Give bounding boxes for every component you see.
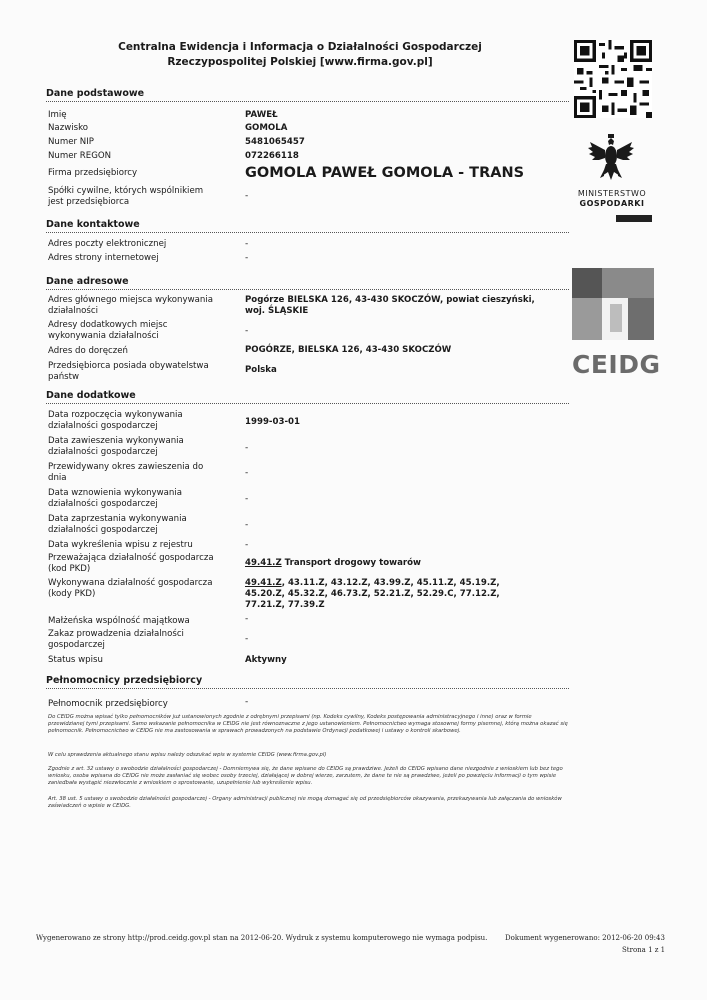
extra-address-value: -	[245, 326, 249, 336]
partnerships-label	[48, 186, 248, 208]
suspend-date-label-line-2: działalności gospodarczej	[48, 447, 158, 457]
extra-address-label	[48, 320, 248, 342]
ceidg-logo-text: CEIDG	[572, 350, 661, 379]
main-address-label-line-2: działalności	[48, 306, 99, 316]
qr-code	[574, 40, 652, 118]
citizenship-label-line-2: państw	[48, 372, 80, 382]
website-label: Adres strony internetowej	[48, 253, 159, 263]
legal-note-art38: Art. 38 ust. 5 ustawy o swobodzie działalności gospodarczej - Organy administracji publicznej nie mogą domagać się od przedsiębiorców okazywania, przekazywania lub załączania do wniosków zaświadczeń o wpisie w CEIDG.	[48, 796, 562, 809]
main-address-value-line-1: Pogórze BIELSKA 126, 43-430 SKOCZÓW, powiat cieszyński,	[245, 295, 535, 305]
main-address-label-line-1: Adres głównego miejsca wykonywania	[48, 295, 213, 305]
footer-page-number: Strona 1 z 1	[622, 946, 666, 954]
legal-note-art32: Zgodnie z art. 32 ustawy o swobodzie działalności gospodarczej - Domniemywa się, że dane wpisane do CEIDG są prawdziwe. Jeżeli do CEIDG wpisano dane niezgodnie z wnioskiem lub bez tego wniosku, osoba wpisana do CEIDG nie może zasłaniać się wobec osoby trzeciej, działającej w dobrej wierze, zarzutem, że dane te nie są prawdziwe, jeżeli po powzięciu informacji o tym wpisie zaniedbała wystąpić niezwłocznie z wnioskiem o sprostowanie, uzupełnienie lub wykreślenie wpisu.	[48, 766, 563, 786]
citizenship-label-line-1: Przedsiębiorca posiada obywatelstwa	[48, 361, 209, 371]
start-date-label	[48, 410, 248, 432]
ceidg-logo-mark	[572, 268, 654, 340]
start-date-label-line-2: działalności gospodarczej	[48, 421, 158, 431]
ban-value: -	[245, 634, 249, 644]
eagle-emblem-icon	[586, 132, 636, 184]
status-value: Aktywny	[245, 655, 287, 665]
document-title	[40, 40, 560, 70]
cease-date-label-line-2: działalności gospodarczej	[48, 525, 158, 535]
deletion-date-value: -	[245, 540, 249, 550]
citizenship-label	[48, 361, 248, 383]
ministry-logo-text	[572, 189, 652, 209]
pkd-list-value	[245, 578, 575, 611]
company-label: Firma przedsiębiorcy	[48, 168, 138, 178]
section-address-heading: Dane adresowe	[46, 276, 129, 287]
deletion-date-label: Data wykreślenia wpisu z rejestru	[48, 540, 193, 550]
pkd-first-code: 49.41.Z	[245, 578, 282, 588]
email-value: -	[245, 239, 249, 249]
pkd-list-line-3: 77.21.Z, 77.39.Z	[245, 600, 325, 610]
company-value: GOMOLA PAWEŁ GOMOLA - TRANS	[245, 165, 525, 181]
proxy-label: Pełnomocnik przedsiębiorcy	[48, 699, 168, 709]
pkd-list-label-line-1: Wykonywana działalność gospodarcza	[48, 578, 213, 588]
resume-date-value: -	[245, 494, 249, 504]
section-additional-heading: Dane dodatkowe	[46, 390, 136, 401]
suspend-period-value: -	[245, 468, 249, 478]
resume-date-label	[48, 488, 248, 510]
title-line-2: Rzeczypospolitej Polskiej [www.firma.gov.pl]	[167, 56, 433, 68]
cease-date-label-line-1: Data zaprzestania wykonywania	[48, 514, 187, 524]
partnerships-label-line-2: jest przedsiębiorca	[48, 197, 130, 207]
cease-date-value: -	[245, 520, 249, 530]
pkd-list-line-2: 45.20.Z, 45.32.Z, 46.73.Z, 52.21.Z, 52.29.C, 77.12.Z,	[245, 589, 500, 599]
regon-label: Numer REGON	[48, 151, 112, 161]
pkd-line-1-rest: , 43.11.Z, 43.12.Z, 43.99.Z, 45.11.Z, 45.19.Z,	[281, 578, 500, 588]
section-basic-heading: Dane podstawowe	[46, 88, 145, 99]
main-pkd-description: Transport drogowy towarów	[281, 558, 421, 568]
pkd-list-label-line-2: (kody PKD)	[48, 589, 96, 599]
section-contact-heading: Dane kontaktowe	[46, 219, 140, 230]
section-divider	[46, 688, 569, 689]
main-pkd-code: 49.41.Z	[245, 558, 282, 568]
delivery-address-value: POGÓRZE, BIELSKA 126, 43-430 SKOCZÓW	[245, 345, 452, 355]
section-divider	[46, 232, 569, 233]
title-line-1: Centralna Ewidencja i Informacja o Działalności Gospodarczej	[118, 41, 482, 53]
ministry-line-1: MINISTERSTWO	[577, 189, 647, 198]
suspend-date-value: -	[245, 443, 249, 453]
resume-date-label-line-2: działalności gospodarczej	[48, 499, 158, 509]
ban-label-line-2: gospodarczej	[48, 640, 105, 650]
main-pkd-label	[48, 553, 248, 575]
main-pkd-label-line-1: Przeważająca działalność gospodarcza	[48, 553, 214, 563]
first-name-value: PAWEŁ	[245, 110, 278, 120]
first-name-label: Imię	[48, 110, 67, 120]
website-value: -	[245, 253, 249, 263]
section-divider	[46, 403, 569, 404]
ban-label	[48, 629, 248, 651]
partnerships-label-line-1: Spółki cywilne, których wspólnikiem	[48, 186, 204, 196]
cease-date-label	[48, 514, 248, 536]
start-date-value: 1999-03-01	[245, 417, 300, 427]
legal-note-check: W celu sprawdzenia aktualnego stanu wpisu należy odszukać wpis w systemie CEIDG (www.firma.gov.pl)	[48, 752, 327, 758]
suspend-date-label	[48, 436, 248, 458]
resume-date-label-line-1: Data wznowienia wykonywania	[48, 488, 183, 498]
footer-generated-date: Dokument wygenerowano: 2012-06-20 09:43	[505, 934, 665, 942]
last-name-label: Nazwisko	[48, 123, 89, 133]
main-address-label	[48, 295, 248, 317]
main-address-value	[245, 295, 575, 317]
main-pkd-label-line-2: (kod PKD)	[48, 564, 91, 574]
start-date-label-line-1: Data rozpoczęcia wykonywania	[48, 410, 183, 420]
legal-note-proxies: Do CEIDG można wpisać tylko pełnomocników już ustanowionych zgodnie z odrębnymi przepisami (np. Kodeks cywilny, Kodeks postępowania administracyjnego i inne) oraz w formie przewidzianej tymi przepisami. Samo wskazanie pełnomocnika w CEIDG nie jest równoznaczne z jego ustanowieniem. Pełnomocnictwo wymaga stosownej formy pisemnej, którą można okazać się pełnomocnik. Pełnomocnictwo w CEIDG nie ma zastosowania w sprawach prowadzonych na podstawie Ordynacji podatkowej i ustawy o kontroli skarbowej.	[48, 714, 568, 734]
suspend-period-label	[48, 462, 248, 484]
email-label: Adres poczty elektronicznej	[48, 239, 167, 249]
last-name-value: GOMOLA	[245, 123, 288, 133]
status-label: Status wpisu	[48, 655, 103, 665]
extra-address-label-line-1: Adresy dodatkowych miejsc	[48, 320, 168, 330]
partnerships-value: -	[245, 191, 249, 201]
ministry-logo-bar	[616, 215, 652, 222]
section-proxies-heading: Pełnomocnicy przedsiębiorcy	[46, 675, 203, 686]
nip-value: 5481065457	[245, 137, 305, 147]
section-divider	[46, 289, 569, 290]
footer-generated-from: Wygenerowano ze strony http://prod.ceidg.gov.pl stan na 2012-06-20. Wydruk z systemu komputerowego nie wymaga podpisu.	[36, 934, 488, 942]
suspend-date-label-line-1: Data zawieszenia wykonywania	[48, 436, 184, 446]
marital-label: Małżeńska wspólność majątkowa	[48, 616, 190, 626]
suspend-period-label-line-1: Przewidywany okres zawieszenia do	[48, 462, 204, 472]
nip-label: Numer NIP	[48, 137, 94, 147]
proxy-value: -	[245, 697, 249, 707]
marital-value: -	[245, 614, 249, 624]
suspend-period-label-line-2: dnia	[48, 473, 67, 483]
pkd-list-label	[48, 578, 248, 600]
delivery-address-label: Adres do doręczeń	[48, 346, 128, 356]
pkd-list-line-1	[245, 578, 575, 589]
ministry-line-2: GOSPODARKI	[579, 199, 645, 208]
main-pkd-value	[245, 558, 575, 569]
ban-label-line-1: Zakaz prowadzenia działalności	[48, 629, 184, 639]
extra-address-label-line-2: wykonywania działalności	[48, 331, 159, 341]
citizenship-value: Polska	[245, 365, 277, 375]
section-divider	[46, 101, 569, 102]
main-address-value-line-2: woj. ŚLĄSKIE	[245, 306, 309, 316]
regon-value: 072266118	[245, 151, 299, 161]
